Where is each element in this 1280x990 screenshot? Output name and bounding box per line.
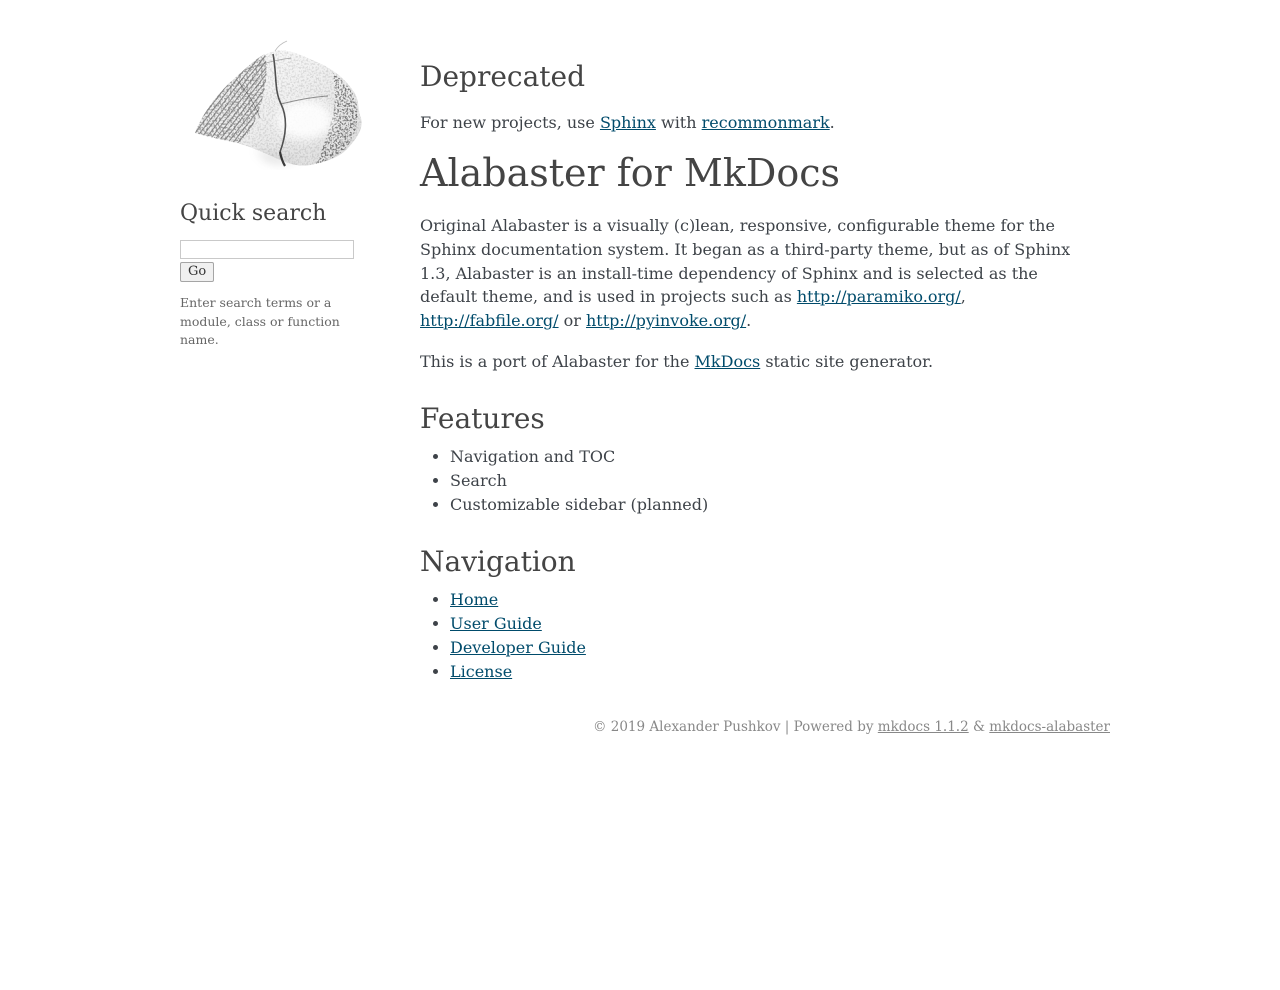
- deprecated-note-prefix: For new projects, use: [420, 112, 600, 132]
- deprecated-note: [420, 111, 1080, 135]
- page-footer: [170, 694, 1110, 797]
- navigation-heading: Navigation: [420, 544, 576, 578]
- intro-text: Original Alabaster is a visually (c)lean, responsive, configurable theme for the Sphinx documentation system. It began as a third-party theme, but as of Sphinx 1.3, Alabaster is an install-time dependency of Sphinx and is selected as the default theme, and is used in projects such as: [420, 215, 1071, 307]
- deprecated-note-middle: with: [655, 112, 702, 132]
- paramiko-link[interactable]: http://paramiko.org/: [796, 287, 961, 307]
- quick-search-heading: Quick search: [180, 201, 327, 226]
- go-button[interactable]: Go: [180, 262, 214, 282]
- features-heading: Features: [420, 401, 545, 435]
- navigation-list: [420, 588, 1080, 683]
- main-content: [390, 30, 1110, 684]
- nav-item: [450, 612, 1080, 636]
- feature-item: • Navigation and TOC: [450, 445, 1080, 469]
- nav-item: [450, 636, 1080, 660]
- fabfile-link[interactable]: http://fabfile.org/: [420, 311, 559, 331]
- mkdocs-version-link[interactable]: mkdocs 1.1.2: [877, 718, 969, 735]
- intro-sep1: ,: [960, 287, 966, 307]
- alabaster-rock-logo-image: [185, 40, 375, 185]
- document: [170, 30, 1110, 796]
- nav-link-license[interactable]: License: [450, 661, 513, 681]
- search-form: [180, 240, 380, 282]
- footer-amp: &: [968, 718, 990, 735]
- sphinx-link[interactable]: Sphinx: [599, 112, 656, 132]
- nav-link-home[interactable]: Home: [450, 590, 499, 610]
- feature-item: • Search: [450, 469, 1080, 493]
- feature-item: • Customizable sidebar (planned): [450, 493, 1080, 517]
- copyright-text: © 2019 Alexander Pushkov | Powered by: [592, 718, 878, 735]
- nav-item: [450, 660, 1080, 684]
- port-suffix: static site generator.: [760, 351, 934, 371]
- port-prefix: This is a port of Alabaster for the: [420, 351, 695, 371]
- port-paragraph: [420, 350, 1080, 374]
- intro-paragraph: [420, 214, 1080, 333]
- mkdocs-link[interactable]: MkDocs: [694, 351, 761, 371]
- nav-item: [450, 588, 1080, 612]
- intro-suffix: .: [746, 311, 752, 331]
- sidebar: [170, 30, 390, 359]
- nav-link-user-guide[interactable]: User Guide: [450, 614, 542, 634]
- search-input[interactable]: [180, 240, 354, 259]
- nav-link-developer-guide[interactable]: Developer Guide: [450, 637, 586, 657]
- features-list: [420, 445, 1080, 516]
- pyinvoke-link[interactable]: http://pyinvoke.org/: [586, 311, 747, 331]
- deprecated-note-suffix: .: [829, 112, 835, 132]
- mkdocs-alabaster-link[interactable]: mkdocs-alabaster: [989, 718, 1110, 735]
- logo-link[interactable]: [185, 40, 375, 185]
- page-title: Alabaster for MkDocs: [420, 151, 840, 196]
- search-help-text: Enter search terms or a module, class or function name.: [180, 295, 340, 347]
- intro-sep2: or: [558, 311, 586, 331]
- recommonmark-link[interactable]: recommonmark: [701, 112, 830, 132]
- deprecated-heading: Deprecated: [420, 60, 586, 93]
